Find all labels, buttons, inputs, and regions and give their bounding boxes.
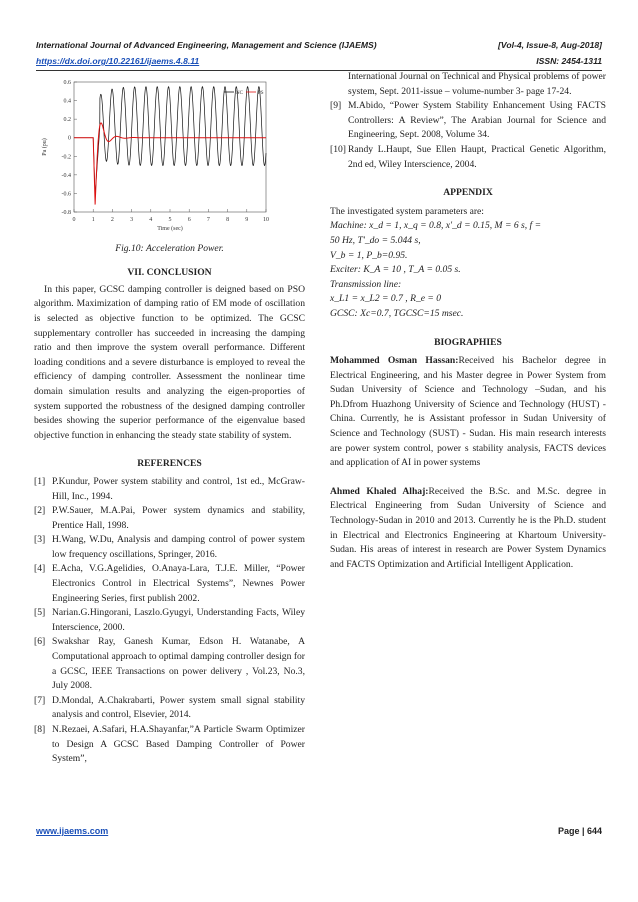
x-tick-label: 1 — [91, 217, 95, 223]
site-link[interactable]: www.ijaems.com — [36, 826, 109, 836]
x-tick-label: 6 — [187, 217, 191, 223]
appendix-gcsc: GCSC: Xc=0.7, TGCSC=15 msec. — [330, 307, 464, 319]
reference-item: [2] P.W.Sauer, M.A.Pai, Power system dynamics and stability, Prentice Hall, 1998. — [34, 505, 305, 531]
acceleration-power-chart — [34, 74, 305, 234]
reference-item: [10] Randy L.Haupt, Sue Ellen Haupt, Practical Genetic Algorithm, 2nd ed, Wiley Interscience, 2004. — [330, 143, 606, 170]
conclusion-heading: VII. CONCLUSION — [127, 267, 212, 279]
x-tick-label: 5 — [168, 217, 172, 223]
doi-link[interactable]: https://dx.doi.org/10.22161/ijaems.4.8.11 — [36, 56, 200, 66]
x-tick-label: 2 — [110, 217, 114, 223]
appendix-machine-3: V_b = 1, P_b=0.95. — [330, 249, 408, 261]
reference-item: [8] N.Rezaei, A.Safari, H.A.Shayanfar,”A Particle Swarm Optimizer to Design A GCSC Based Damping Controller of Power System”, — [34, 724, 305, 765]
references-heading: REFERENCES — [137, 458, 202, 470]
right-column — [330, 70, 606, 572]
x-tick-label: 9 — [245, 217, 249, 223]
reference-list — [34, 475, 305, 767]
appendix-exciter: Exciter: K_A = 10 , T_A = 0.05 s. — [330, 264, 461, 276]
reference-item: [4] E.Acha, V.G.Agelidies, O.Anaya-Lara, T.J.E. Miller, “Power Electronics Control in Electrical Systems”, Newnes Power Engineering Series, first publish 2002. — [34, 563, 305, 604]
x-tick-label: 10 — [263, 217, 269, 223]
biographies-heading: BIOGRAPHIES — [434, 336, 502, 348]
journal-title: International Journal of Advanced Engineering, Management and Science (IJAEMS) — [36, 40, 377, 50]
y-tick-label: 0 — [68, 135, 71, 142]
appendix-intro: The investigated system parameters are: — [330, 205, 484, 217]
appendix-transmission-label: Transmission line: — [330, 278, 402, 290]
y-tick-label: 0.6 — [63, 80, 71, 86]
conclusion-text: In this paper, GCSC damping controller is deigned based on PSO algorithm. Maximization of damping ratio of EM mode of oscillation is selected as objective function to be optimized. The GCSC supplementary controller has succeeded in increasing the damping ratio and then improve the system overall performance. Different loading conditions and a severe disturbance is employed to reveal the efficiency of damping controller. Assessment the nonlinear time domain simulation results and analyzing the eigen-proporties of system supported the robustness of the designed damping controller besides showing the superior performance of the eigenvalue based objective function in enhancing the steady state stability of system. — [34, 283, 305, 441]
y-tick-label: -0.2 — [61, 154, 71, 161]
x-tick-label: 7 — [206, 217, 210, 223]
reference-item: [1] P.Kundur, Power system stability and control, 1st ed., McGraw-Hill, Inc., 1994. — [34, 475, 305, 502]
x-tick-label: 8 — [226, 217, 230, 223]
y-tick-label: -0.6 — [61, 191, 71, 198]
reference-continuation: International Journal on Technical and Physical problems of power system, Sept. 2011-issue – volume-number 3- page 17-24. — [348, 71, 606, 97]
reference-item: [3] H.Wang, W.Du, Analysis and damping control of power system low frequency oscillations, Springer, 2016. — [34, 534, 305, 560]
legend-label-ps: PS — [258, 91, 264, 96]
appendix-heading: APPENDIX — [443, 187, 493, 199]
biography-1: Mohammed Osman Hassan:Received his Bachelor degree in Electrical Engineering, and his Master degree in Power System from Sudan University of Science and Technology –Sudan, and his Ph.Dfrom Huazhong University of Science and Technology (HUST) - China. Currently, he is Assistant professor in Sudan University of Science and Technology (SUST) - Sudan. His main research interests are power system control, power s stability analysis, FACTS devices and application of AI in power systems — [330, 355, 607, 469]
x-axis-label: Time (sec) — [157, 226, 183, 232]
y-tick-label: 0.4 — [63, 98, 71, 105]
reference-item: [5] Narian.G.Hingorani, Laszlo.Gyugyi, Understanding Facts, Wiley Interscience, 2000. — [34, 607, 305, 633]
biography-2: Ahmed Khaled Alhaj:Received the B.Sc. and M.Sc. degree in Electrical Engineering from Sudan University of Science and Technology-Sudan in 2010 and 2013. Currently he is the Ph.D. student in Electrical and Electronics Engineering at Khartoum University-Sudan. His areas of interest in research are Power System Dynamics and FACTS Optimization and Artificial Intelligent Application. — [330, 485, 606, 570]
reference-item: [6] Swakshar Ray, Ganesh Kumar, Edson H. Watanabe, A Computational approach to optimal damping controller design for a GCSC, IEEE Transactions on power delivery , Vol.23, No.3, July 2008. — [34, 636, 305, 692]
issn: ISSN: 2454-1311 — [536, 56, 602, 66]
appendix-transmission: x_L1 = x_L2 = 0.7 , R_e = 0 — [330, 293, 442, 305]
x-tick-label: 0 — [72, 217, 76, 223]
y-tick-label: 0.2 — [63, 117, 71, 124]
page-number: Page | 644 — [557, 826, 602, 836]
y-axis-label: Pa (pu) — [42, 138, 48, 156]
appendix-machine-1: Machine: x_d = 1, x_q = 0.8, x'_d = 0.15, M = 6 s, f = — [330, 220, 542, 232]
x-tick-label: 3 — [130, 217, 134, 223]
left-column — [34, 74, 305, 767]
figure-caption: Fig.10: Acceleration Power. — [115, 242, 224, 254]
volume-info: [Vol-4, Issue-8, Aug-2018] — [498, 40, 602, 50]
reference-item: [7] D.Mondal, A.Chakrabarti, Power system small signal stability analysis and control, Elsevier, 2014. — [34, 694, 305, 721]
appendix-machine-2: 50 Hz, T'_do = 5.044 s, — [330, 234, 421, 246]
legend-label-nc: NC — [236, 91, 243, 96]
y-tick-label: -0.8 — [61, 210, 71, 216]
reference-item: [9] M.Abido, “Power System Stability Enhancement Using FACTS Controllers: A Review”, The Arabian Journal for Science and Engineering, Sept. 2008, Volume 34. — [330, 100, 606, 141]
x-tick-label: 4 — [149, 217, 153, 223]
y-tick-label: -0.4 — [61, 172, 71, 179]
